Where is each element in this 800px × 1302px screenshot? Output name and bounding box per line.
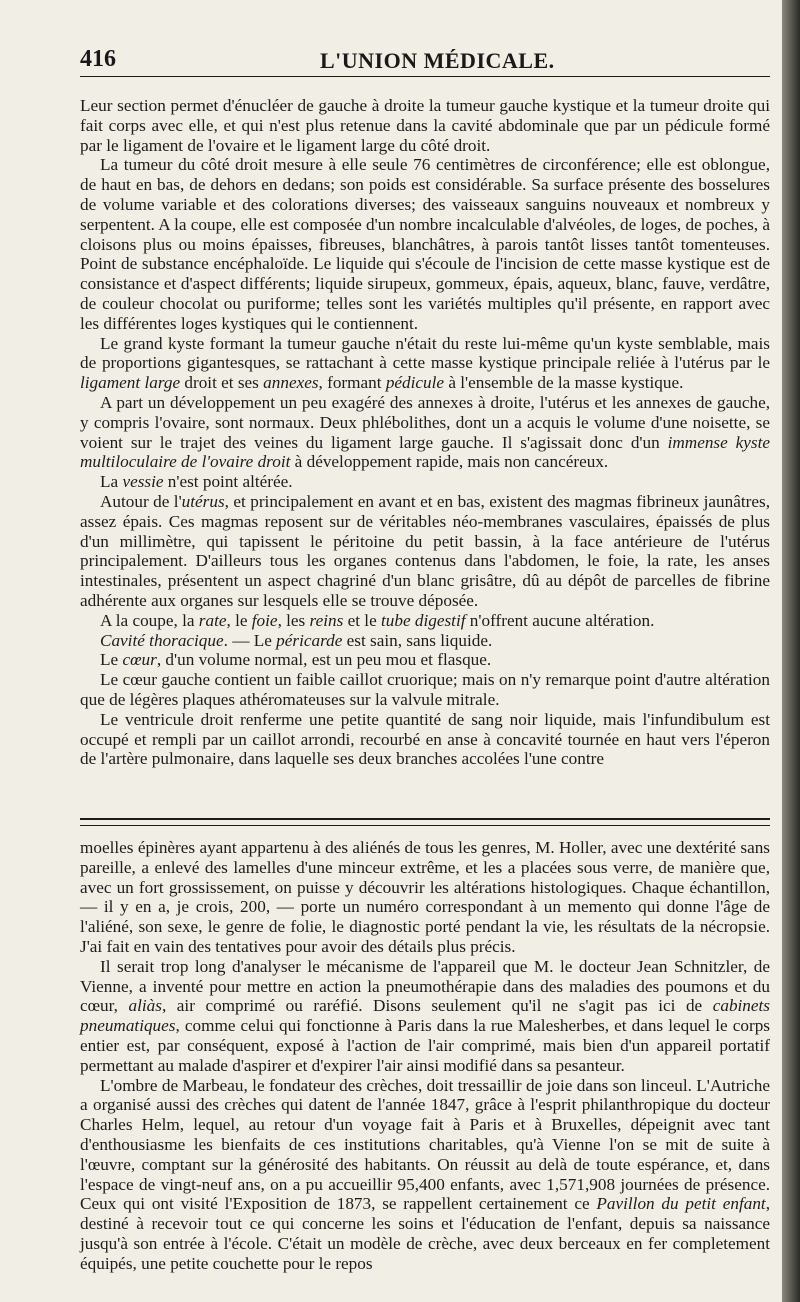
journal-title: L'UNION MÉDICALE.	[320, 48, 555, 73]
paragraph: Leur section permet d'énucléer de gauche à droite la tumeur gauche kystique et la tumeur droite qui fait corps avec elle, et qui n'est plus retenue dans la cavité abdominale que par un pédicule formé par le ligament de l'ovaire et le ligament large du côté droit.	[80, 96, 770, 155]
feuilleton-section	[80, 838, 770, 1274]
book-gutter-shadow	[782, 0, 800, 1302]
paragraph: Le ventricule droit renferme une petite quantité de sang noir liquide, mais l'infundibulum est occupé et rempli par un caillot arrondi, recourbé en anse à concavité tournée en haut vers l'éperon de l'artère pulmonaire, dans laquelle ses deux branches accolées l'une contre	[80, 709, 770, 769]
paragraph: Le cœur, d'un volume normal, est un peu mou et flasque.	[100, 650, 492, 670]
paragraph: A part un développement un peu exagéré des annexes à droite, l'utérus et les annexes de gauche, y compris l'ovaire, sont normaux. Deux phlébolithes, dont un a acquis le volume d'une noisette, se voient sur le trajet des veines du ligament large gauche. Il s'agissait donc d'un immense kyste multiloculaire de l'ovaire droit à développement rapide, mais non cancéreux.	[80, 392, 771, 472]
paragraph: L'ombre de Marbeau, le fondateur des crèches, doit tressaillir de joie dans son linceul. L'Autriche a organisé aussi des crèches qui datent de l'année 1847, grâce à l'esprit philanthropique du docteur Charles Helm, lequel, au retour d'un voyage fait à Paris et à Bruxelles, dépeignit avec tant d'enthousiasme les bienfaits de ces institutions charitables, qu'à Vienne l'on se mit de suite à l'œuvre, comptant sur la générosité des habitants. On réussit au delà de toute espérance, et, dans l'espace de vingt-neuf ans, on a pu accueillir 95,400 enfants, avec 1,571,908 journées de présence. Ceux qui ont visité l'Exposition de 1873, se rappellent certainement ce Pavillon du petit enfant, destiné à recevoir tout ce qui concerne les soins et l'éducation de l'enfant, depuis sa naissance jusqu'à son entrée à l'école. C'était un modèle de crèche, avec deux berceaux en fer completement équipés, une petite couchette pour le repos	[80, 1075, 770, 1273]
section-divider	[80, 818, 770, 826]
paragraph: Il serait trop long d'analyser le mécanisme de l'appareil que M. le docteur Jean Schnitzler, de Vienne, a inventé pour mettre en action la pneumothérapie dans des maladies des poumons et du cœur, aliàs, air comprimé ou raréfié. Disons seulement qu'il ne s'agit pas ici de cabinets pneumatiques, comme celui qui fonctionne à Paris dans la rue Malesherbes, et dans lequel le corps entier est, par conséquent, exposé à l'action de l'air comprimé, mais bien d'un appareil portatif permettant au malade d'aspirer et d'expirer l'air ainsi modifié dans sa pesanteur.	[80, 956, 770, 1075]
paragraph: A la coupe, la rate, le foie, les reins et le tube digestif n'offrent aucune altération.	[100, 610, 655, 630]
paragraph: La vessie n'est point altérée.	[100, 472, 293, 492]
paragraph: moelles épinères ayant appartenu à des aliénés de tous les genres, M. Holler, avec une dextérité sans pareille, a enlevé des lamelles d'une minceur extrême, et les a placées sous verre, de manière que, avec un fort grossissement, on puisse y découvrir les altérations histologiques. Chaque échantillon, — il y en a, je crois, 200, — porte un numéro correspondant à un memento qui donne l'âge de l'aliéné, son sexe, le genre de folie, le diagnostic porté pendant la vie, les résultats de la nécropsie. J'ai fait en vain des tentatives pour avoir des détails plus précis.	[80, 838, 770, 956]
paragraph: Cavité thoracique. — Le péricarde est sain, sans liquide.	[100, 630, 493, 650]
paragraph: La tumeur du côté droit mesure à elle seule 76 centimètres de circonférence; elle est oblongue, de haut en bas, de dehors en dedans; son poids est considérable. Sa surface présente des bosselures de volume variable et des colorations diverses; des vaisseaux sanguins nouveaux et nombreux y serpentent. A la coupe, elle est composée d'un nombre incalculable d'alvéoles, de loges, de poches, à cloisons plus ou moins épaisses, fibreuses, blanchâtres, à parois tantôt lisses tantôt tomenteuses. Point de substance encéphaloïde. Le liquide qui s'écoule de l'incision de cette masse kystique est de consistance et d'aspect différents; liquide sirupeux, gommeux, épais, aqueux, blanc, fauve, verdâtre, de couleur chocolat ou puriforme; telles sont les variétés multiples qu'il présente, en rapport avec les différentes loges kystiques qui le contiennent.	[80, 155, 770, 333]
clinical-report-section	[80, 96, 770, 769]
running-head	[80, 44, 770, 77]
paragraph: Le cœur gauche contient un faible caillot cruorique; mais on n'y remarque point d'autre altération que de légères plaques athéromateuses sur la valvule mitrale.	[80, 670, 770, 709]
page-number: 416	[80, 46, 116, 72]
paragraph: Le grand kyste formant la tumeur gauche n'était du reste lui-même qu'un kyste semblable, mais de proportions gigantesques, se rattachant à cette masse kystique principale reliée à l'utérus par le ligament large droit et ses annexes, formant pédicule à l'ensemble de la masse kystique.	[80, 333, 770, 393]
paragraph: Autour de l'utérus, et principalement en avant et en bas, existent des magmas fibrineux jaunâtres, assez épais. Ces magmas reposent sur de véritables néo-membranes vasculaires, épaissés de plus d'un millimètre, qui tapissent le péritoine du petit bassin, à la face antérieure de l'utérus principalement. D'ailleurs tous les organes contenus dans l'abdomen, le foie, la rate, les anses intestinales, présentent un aspect chagriné d'un blanc grisâtre, dû au dépôt de parcelles de fibrine adhérente aux organes sur lesquels elle se trouve déposée.	[80, 491, 770, 610]
